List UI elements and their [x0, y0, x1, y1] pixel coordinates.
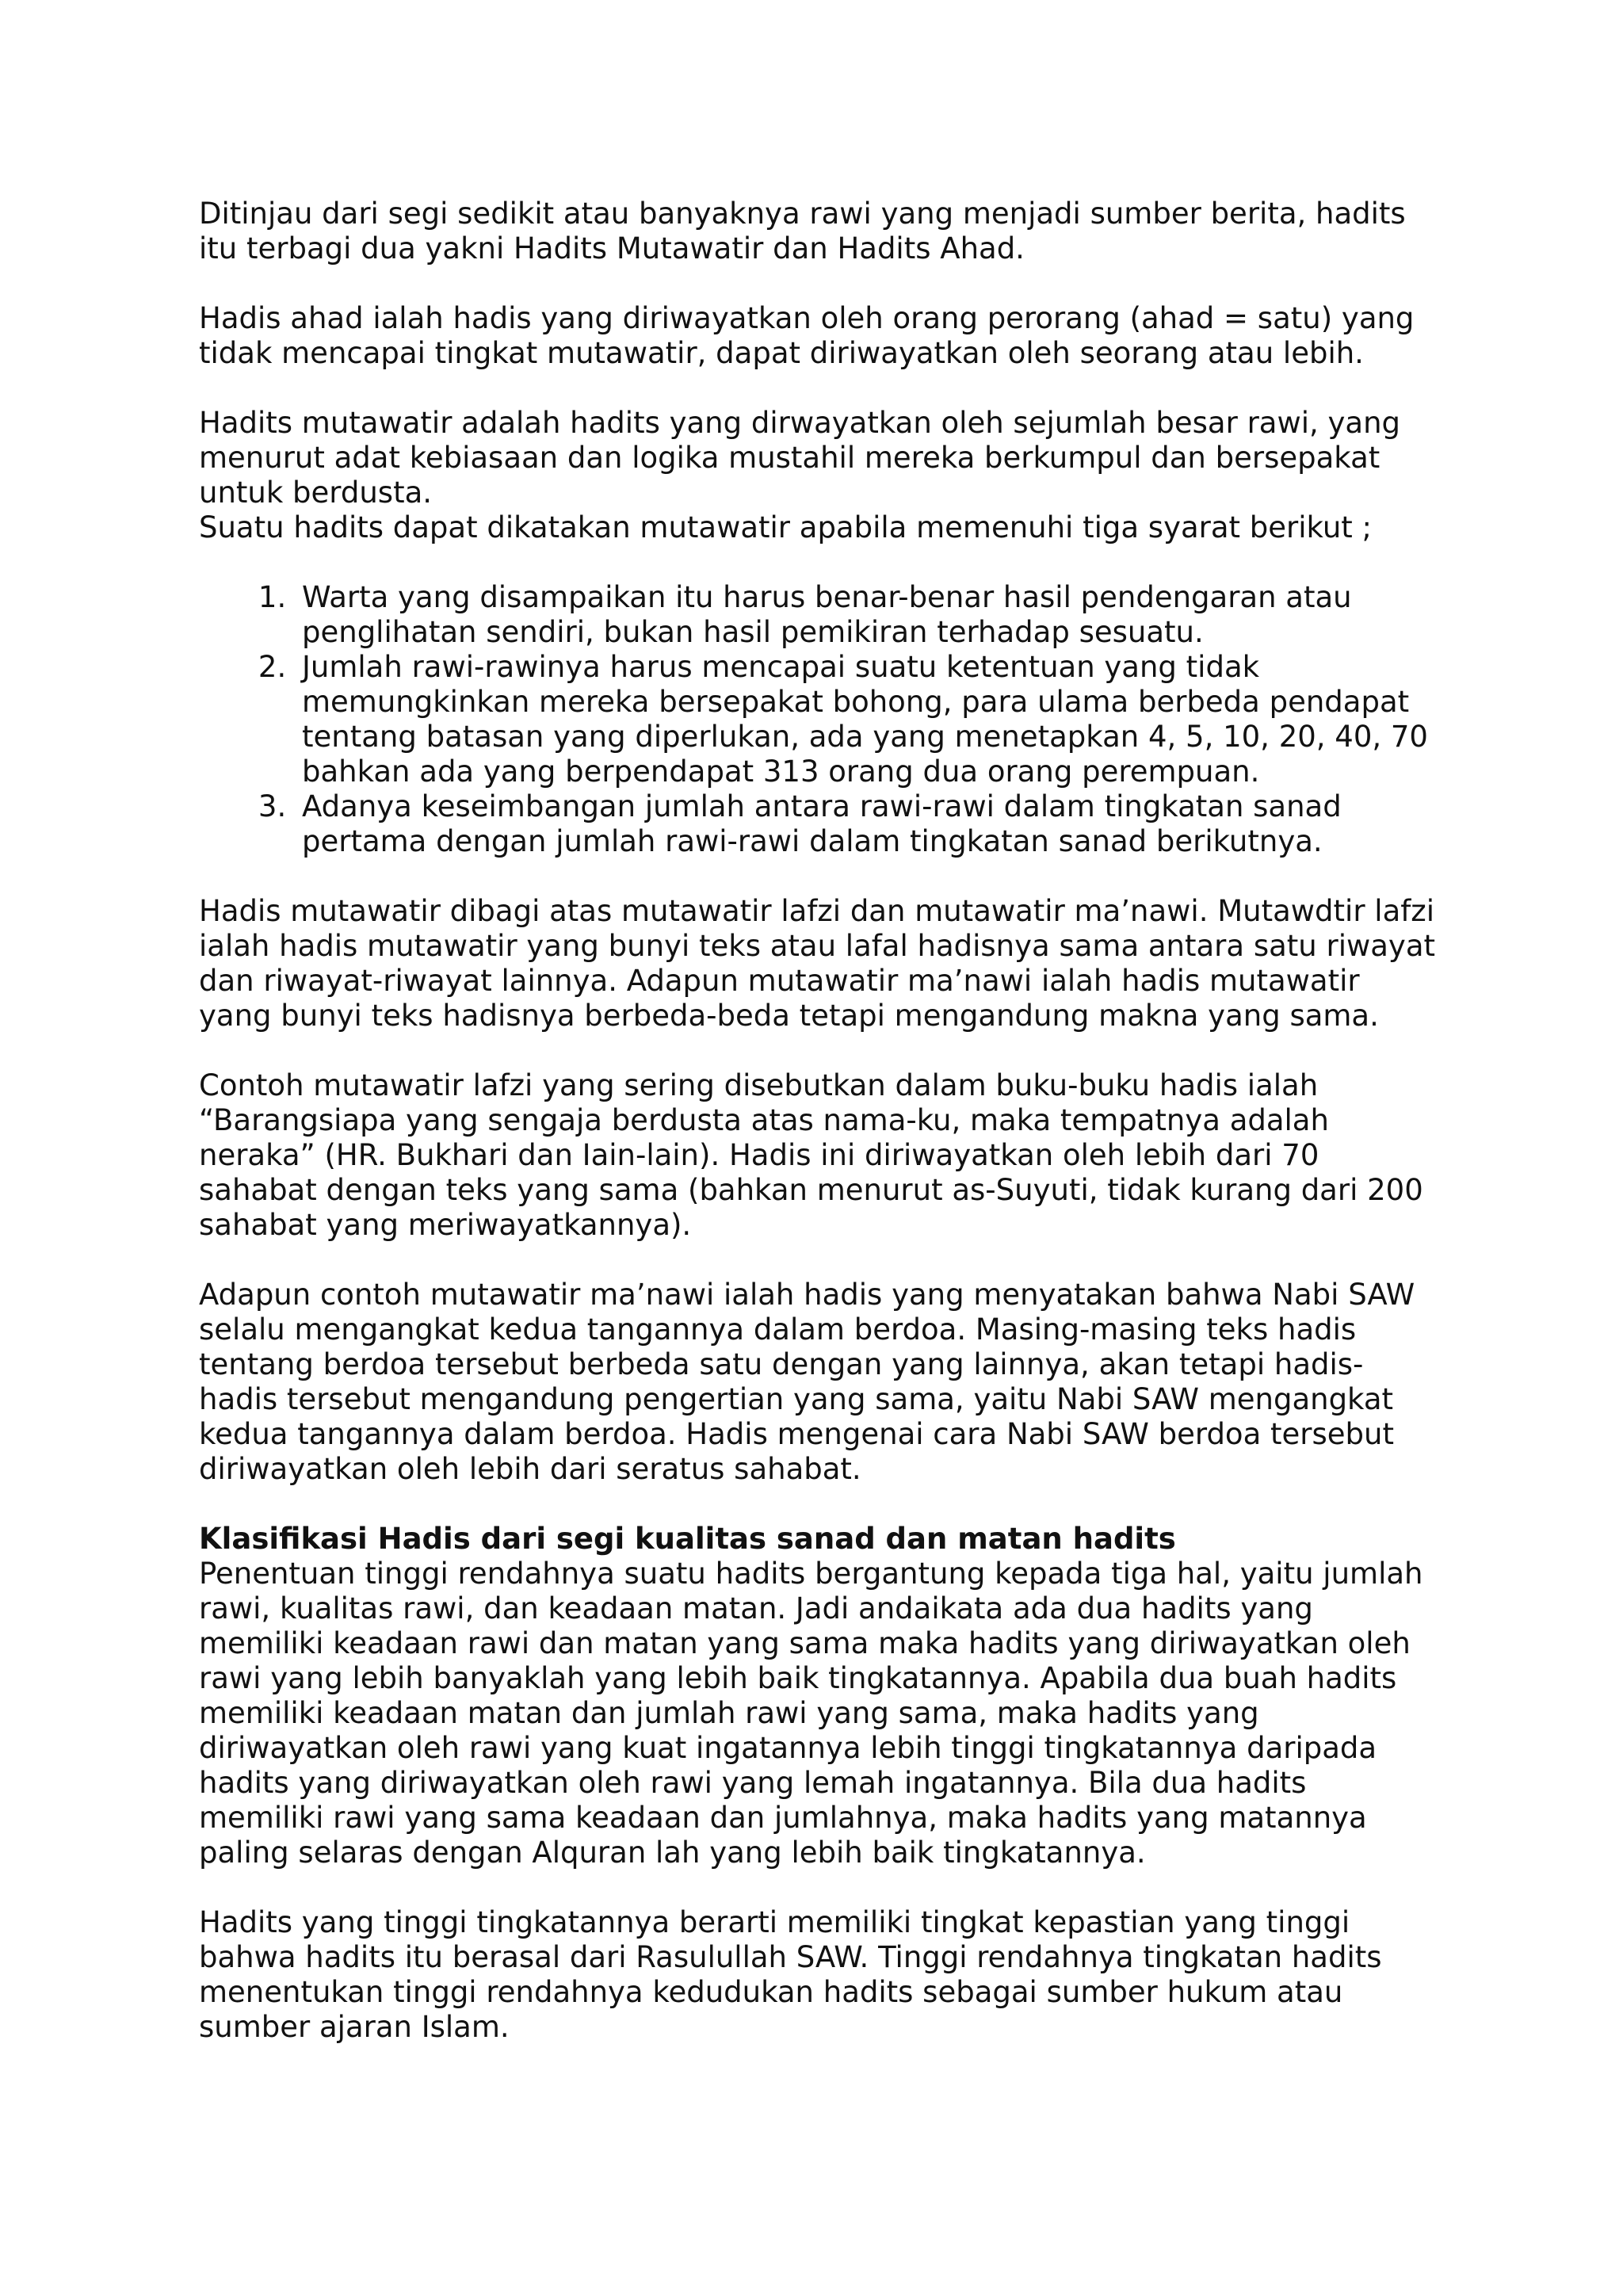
intro-paragraph: Ditinjau dari segi sedikit atau banyaknya rawi yang menjadi sumber berita, hadits itu terbagi dua yakni Hadits Mutawatir dan Hadits Ahad. [199, 197, 1406, 266]
list-item: 2. Jumlah rawi-rawinya harus mencapai suatu ketentuan yang tidak memungkinkan mereka bersepakat bohong, para ulama berbeda pendapat tentang batasan yang diperlukan, ada yang menetapkan 4, 5, 10, 20, 40, 70 bahkan ada yang berpendapat 313 orang dua orang perempuan. [296, 650, 1435, 789]
mutawatir-conditions-list [199, 580, 1435, 859]
mutawatir-conditions-intro: Suatu hadits dapat dikatakan mutawatir apabila memenuhi tiga syarat berikut ; [199, 510, 1373, 544]
lafzi-example-paragraph: Contoh mutawatir lafzi yang sering disebutkan dalam buku-buku hadis ialah “Barangsiapa yang sengaja berdusta atas nama-ku, maka tempatnya adalah neraka” (HR. Bukhari dan Iain-lain). Hadis ini diriwayatkan oleh lebih dari 70 sahabat dengan teks yang sama (bahkan menurut as-Suyuti, tidak kurang dari 200 sahabat yang meriwayatkannya). [199, 1068, 1423, 1242]
closing-paragraph: Hadits yang tinggi tingkatannya berarti memiliki tingkat kepastian yang tinggi bahwa hadits itu berasal dari Rasulullah SAW. Tinggi rendahnya tingkatan hadits menentukan tinggi rendahnya kedudukan hadits sebagai sumber hukum atau sumber ajaran Islam. [199, 1905, 1382, 2044]
document-page [199, 197, 1435, 2045]
classification-heading: Klasifikasi Hadis dari segi kualitas sanad dan matan hadits [199, 1522, 1176, 1556]
classification-paragraph: Penentuan tinggi rendahnya suatu hadits bergantung kepada tiga hal, yaitu jumlah rawi, kualitas rawi, dan keadaan matan. Jadi andaikata ada dua hadits yang memiliki keadaan rawi dan matan yang sama maka hadits yang diriwayatkan oleh rawi yang lebih banyaklah yang lebih baik tingkatannya. Apabila dua buah hadits memiliki keadaan matan dan jumlah rawi yang sama, maka hadits yang diriwayatkan oleh rawi yang kuat ingatannya lebih tinggi tingkatannya daripada hadits yang diriwayatkan oleh rawi yang lemah ingatannya. Bila dua hadits memiliki rawi yang sama keadaan dan jumlahnya, maka hadits yang matannya paling selaras dengan Alquran lah yang lebih baik tingkatannya. [199, 1557, 1423, 1870]
mutawatir-types-paragraph: Hadis mutawatir dibagi atas mutawatir lafzi dan mutawatir ma’nawi. Mutawdtir lafzi ialah hadis mutawatir yang bunyi teks atau lafal hadisnya sama antara satu riwayat dan riwayat-riwayat lainnya. Adapun mutawatir ma’nawi ialah hadis mutawatir yang bunyi teks hadisnya berbeda-beda tetapi mengandung makna yang sama. [199, 894, 1435, 1033]
mutawatir-definition-paragraph: Hadits mutawatir adalah hadits yang dirwayatkan oleh sejumlah besar rawi, yang menurut adat kebiasaan dan logika mustahil mereka berkumpul dan bersepakat untuk berdusta. [199, 406, 1401, 510]
manawi-example-paragraph: Adapun contoh mutawatir ma’nawi ialah hadis yang menyatakan bahwa Nabi SAW selalu mengangkat kedua tangannya dalam berdoa. Masing-masing teks hadis tentang berdoa tersebut berbeda satu dengan yang lainnya, akan tetapi hadis-hadis tersebut mengandung pengertian yang sama, yaitu Nabi SAW mengangkat kedua tangannya dalam berdoa. Hadis mengenai cara Nabi SAW berdoa tersebut diriwayatkan oleh lebih dari seratus sahabat. [199, 1278, 1415, 1486]
ahad-definition-paragraph: Hadis ahad ialah hadis yang diriwayatkan oleh orang perorang (ahad = satu) yang tidak mencapai tingkat mutawatir, dapat diriwayatkan oleh seorang atau lebih. [199, 301, 1415, 370]
list-item: 3. Adanya keseimbangan jumlah antara rawi-rawi dalam tingkatan sanad pertama dengan jumlah rawi-rawi dalam tingkatan sanad berikutnya. [296, 789, 1435, 859]
list-item: 1. Warta yang disampaikan itu harus benar-benar hasil pendengaran atau penglihatan sendiri, bukan hasil pemikiran terhadap sesuatu. [296, 580, 1435, 650]
